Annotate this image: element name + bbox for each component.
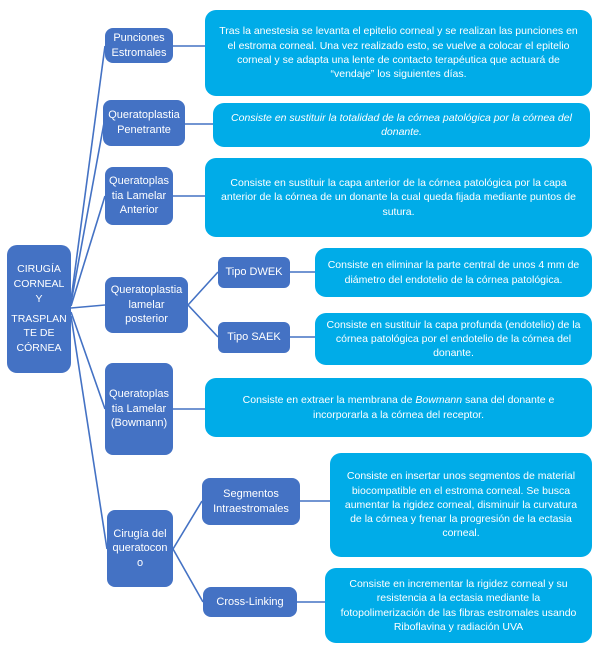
branch-queratoplastia-lamelar-posterior bbox=[105, 277, 188, 333]
callout-segmentos-intraestromales bbox=[330, 453, 592, 557]
callout-text bbox=[214, 393, 583, 422]
subbranch-label: Cross-Linking bbox=[216, 595, 284, 608]
root-node-cirugia-corneal bbox=[7, 245, 71, 373]
subbranch-label: Tipo DWEK bbox=[225, 266, 283, 279]
callout-text: Consiste en sustituir la totalidad de la córnea patológica por la córnea del donante. bbox=[231, 111, 572, 138]
callout-text: Consiste en eliminar la parte central de unos 4 mm de diámetro del endotelio de la córnea patológica. bbox=[327, 259, 580, 286]
callout-text: Tras la anestesia se levanta el epitelio corneal y se realizan las punciones en el estroma corneal. Una vez realizado esto, se vuelve a colocar el epitelio corneal y se adapta una lente de contacto terapéutica que actuará de “vendaje” los siguientes días. bbox=[219, 25, 578, 81]
branch-label: Queratoplastia lamelar posterior bbox=[110, 284, 183, 326]
subbranch-segmentos-intraestromales bbox=[202, 478, 300, 525]
subbranch-tipo-dwek bbox=[218, 257, 290, 288]
callout-tipo-dwek bbox=[315, 248, 592, 297]
callout-text: Consiste en sustituir la capa profunda (endotelio) de la córnea patológica por el endotelio de la córnea del donante. bbox=[326, 318, 581, 360]
subbranch-tipo-saek bbox=[218, 322, 290, 353]
callout-text: Consiste en sustituir la capa anterior de la córnea patológica por la capa anterior de la córnea de un donante la cual queda fijada mediante puntos de sutura. bbox=[221, 177, 576, 218]
callout-queratoplastia-penetrante bbox=[213, 103, 590, 147]
branch-label: Punciones Estromales bbox=[111, 31, 167, 59]
root-title-line2: TRASPLANTE DE CÓRNEA bbox=[11, 312, 67, 354]
callout-text-before: Consiste en extraer la membrana de bbox=[242, 394, 416, 407]
root-title-line1: CIRUGÍA CORNEAL Y bbox=[13, 263, 65, 305]
subbranch-label: Tipo SAEK bbox=[227, 331, 281, 344]
branch-queratoplastia-lamelar-anterior bbox=[105, 167, 173, 225]
subbranch-cross-linking bbox=[203, 587, 297, 617]
callout-queratoplastia-lamelar-bowmann bbox=[205, 378, 592, 437]
callout-text-after: sana del donante e incorporarla a la córnea del receptor. bbox=[312, 394, 555, 421]
branch-label: Cirugía del queratocono bbox=[112, 527, 168, 569]
branch-label: Queratoplastia Penetrante bbox=[108, 109, 180, 136]
branch-label: Queratoplastia Lamelar Anterior bbox=[109, 175, 169, 217]
branch-punciones-estromales bbox=[105, 28, 173, 63]
callout-text-italic: Bowmann bbox=[415, 394, 463, 407]
callout-cross-linking bbox=[325, 568, 592, 643]
callout-punciones-estromales bbox=[205, 10, 592, 96]
branch-cirugia-del-queratocono bbox=[107, 510, 173, 587]
callout-text: Consiste en insertar unos segmentos de material biocompatible en el estroma corneal. Se busca aumentar la rigidez corneal, disminuir la curvatura de la córnea y frenar la progresión de la ectasia corneal. bbox=[344, 470, 578, 540]
callout-tipo-saek bbox=[315, 313, 592, 365]
branch-queratoplastia-penetrante bbox=[103, 100, 185, 146]
callout-queratoplastia-lamelar-anterior bbox=[205, 158, 592, 237]
branch-label: Queratoplastia Lamelar (Bowmann) bbox=[109, 388, 169, 430]
callout-text: Consiste en incrementar la rigidez corneal y su resistencia a la ectasia mediante la fotopolimerización de las fibras estromales usando Riboflavina y radiación UVA bbox=[340, 577, 577, 633]
subbranch-label: Segmentos Intraestromales bbox=[213, 487, 289, 515]
branch-queratoplastia-lamelar-bowmann bbox=[105, 363, 173, 455]
